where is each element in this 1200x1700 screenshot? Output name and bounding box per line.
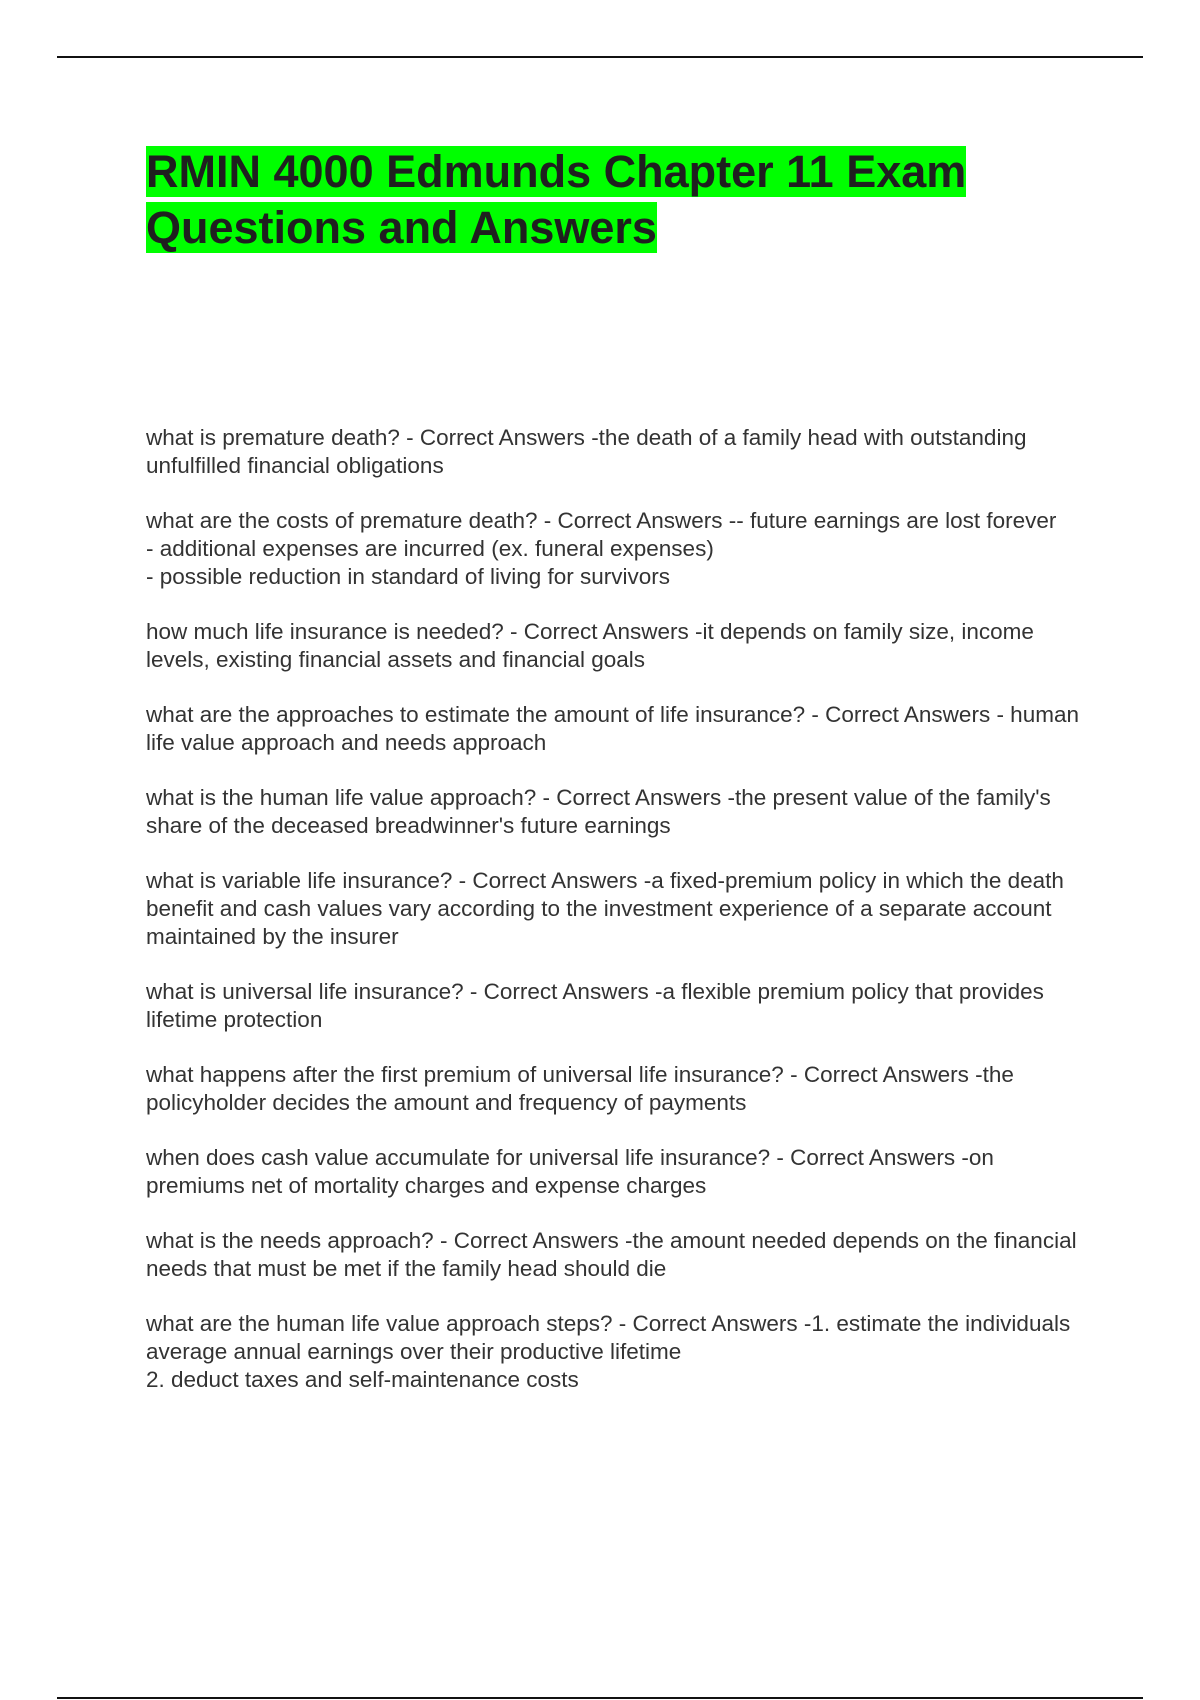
qa-item: what are the human life value approach steps? - Correct Answers -1. estimate the individuals average annual earnings over their productive lifetime 2. deduct taxes and self-maintenance costs bbox=[146, 1311, 1071, 1392]
document-title bbox=[146, 144, 1076, 256]
qa-item: what is premature death? - Correct Answers -the death of a family head with outstanding unfulfilled financial obligations bbox=[146, 425, 1027, 478]
qa-item: what is variable life insurance? - Correct Answers -a fixed-premium policy in which the death benefit and cash values vary according to the investment experience of a separate account maintained by the insurer bbox=[146, 868, 1064, 949]
qa-item: when does cash value accumulate for universal life insurance? - Correct Answers -on premiums net of mortality charges and expense charges bbox=[146, 1145, 994, 1198]
qa-item: what are the costs of premature death? - Correct Answers -- future earnings are lost forever - additional expenses are incurred (ex. funeral expenses) - possible reduction in standard of living for survivors bbox=[146, 508, 1057, 589]
qa-list bbox=[146, 424, 1096, 1421]
qa-item: what is universal life insurance? - Correct Answers -a flexible premium policy that provides lifetime protection bbox=[146, 979, 1044, 1032]
footer-rule bbox=[57, 1697, 1143, 1699]
qa-item: what is the needs approach? - Correct Answers -the amount needed depends on the financial needs that must be met if the family head should die bbox=[146, 1228, 1077, 1281]
qa-item: what are the approaches to estimate the amount of life insurance? - Correct Answers - human life value approach and needs approach bbox=[146, 702, 1079, 755]
header-rule bbox=[57, 56, 1143, 58]
qa-item: how much life insurance is needed? - Correct Answers -it depends on family size, income levels, existing financial assets and financial goals bbox=[146, 619, 1034, 672]
document-title-text: RMIN 4000 Edmunds Chapter 11 Exam Questions and Answers bbox=[146, 146, 967, 253]
qa-item: what is the human life value approach? - Correct Answers -the present value of the family's share of the deceased breadwinner's future earnings bbox=[146, 785, 1051, 838]
qa-item: what happens after the first premium of universal life insurance? - Correct Answers -the policyholder decides the amount and frequency of payments bbox=[146, 1062, 1014, 1115]
